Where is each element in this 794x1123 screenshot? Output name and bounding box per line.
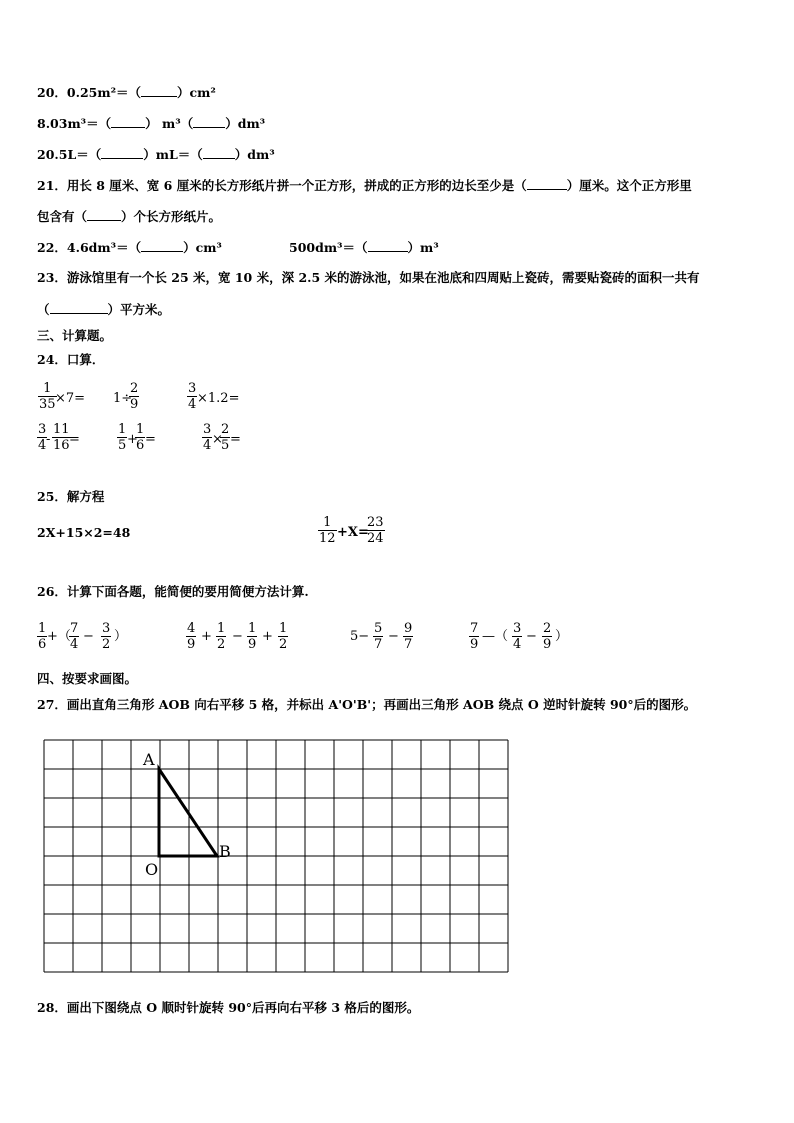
operator: − <box>83 629 94 644</box>
operator: +（ <box>47 629 71 644</box>
q22-line: 22．4.6dm³＝（ ）cm³ <box>37 240 222 255</box>
answer-blank[interactable] <box>111 115 145 128</box>
operator: − <box>232 629 243 644</box>
operator: × <box>212 432 223 447</box>
section-3-heading: 三、计算题。 <box>37 328 113 343</box>
q20-line2: 8.03m³＝（ ） m³（ ）dm³ <box>37 116 266 131</box>
q20-line3: 20.5L＝（ ）mL＝（ ）dm³ <box>37 147 275 162</box>
operator: − <box>388 629 399 644</box>
operator: 1÷ <box>113 391 133 406</box>
answer-blank[interactable] <box>203 146 235 159</box>
q21-line1: 21．用长 8 厘米、宽 6 厘米的长方形纸片拼一个正方形，拼成的正方形的边长至少是（ ）厘米。这个正方形里 <box>37 178 692 193</box>
triangle-aob <box>159 769 217 856</box>
answer-blank[interactable] <box>87 208 121 221</box>
q22-line-b: 500dm³＝（ ）m³ <box>289 240 439 255</box>
label-o: O <box>145 860 159 879</box>
fraction: $\frac{9}{7}$ <box>404 621 413 652</box>
answer-blank[interactable] <box>193 115 225 128</box>
fraction: $\frac{3}{2}$ <box>102 621 111 652</box>
equation-1: 2X+15×2=48 <box>37 525 131 540</box>
operator: 5− <box>350 629 370 644</box>
fraction: $\frac{1}{2}$ <box>279 621 288 652</box>
fraction: $\frac{11}{16}$ <box>53 422 70 453</box>
operator: —（ <box>482 629 509 644</box>
fraction: $\frac{2}{5}$ <box>221 422 230 453</box>
operator: = <box>69 432 80 447</box>
section-4-heading: 四、按要求画图。 <box>37 671 138 686</box>
q25-title: 25．解方程 <box>37 489 105 504</box>
operator: + <box>127 432 138 447</box>
label-b: B <box>219 842 231 861</box>
fraction: $\frac{1}{6}$ <box>38 621 47 652</box>
answer-blank[interactable] <box>50 301 108 314</box>
answer-blank[interactable] <box>141 239 183 252</box>
fraction: $\frac{1}{2}$ <box>217 621 226 652</box>
operator: ） <box>114 629 128 644</box>
q24-title: 24．口算． <box>37 352 105 367</box>
q26-title: 26．计算下面各题，能简便的要用简便方法计算. <box>37 584 309 599</box>
fraction: $\frac{7}{4}$ <box>70 621 79 652</box>
fraction: $\frac{2}{9}$ <box>543 621 552 652</box>
operator: - <box>46 432 51 447</box>
fraction: $\frac{7}{9}$ <box>470 621 479 652</box>
fraction: $\frac{1}{5}$ <box>118 422 127 453</box>
fraction: $\frac{1}{6}$ <box>136 422 145 453</box>
fraction: $\frac{3}{4}$ <box>38 422 47 453</box>
operator: ×7= <box>55 391 86 406</box>
q23-line1: 23．游泳馆里有一个长 25 米，宽 10 米，深 2.5 米的游泳池，如果在池底和四周贴上瓷砖，需要贴瓷砖的面积一共有 <box>37 270 700 285</box>
q21-line2: 包含有（ ）个长方形纸片。 <box>37 209 222 224</box>
operator: +X= <box>337 525 369 540</box>
operator: + <box>201 629 212 644</box>
fraction: $\frac{2}{9}$ <box>130 381 139 412</box>
fraction: $\frac{3}{4}$ <box>188 381 197 412</box>
q28-text: 28．画出下图绕点 O 顺时针旋转 90°后再向右平移 3 格后的图形。 <box>37 1000 420 1015</box>
answer-blank[interactable] <box>527 177 567 190</box>
operator: + <box>262 629 273 644</box>
operator: = <box>145 432 156 447</box>
answer-blank[interactable] <box>141 84 177 97</box>
fraction: $\frac{1}{9}$ <box>248 621 257 652</box>
fraction: $\frac{1}{35}$ <box>39 381 56 412</box>
operator: = <box>230 432 241 447</box>
fraction: $\frac{23}{24}$ <box>367 515 384 546</box>
operator: − <box>526 629 537 644</box>
operator: ×1.2= <box>197 391 240 406</box>
operator: ） <box>555 629 569 644</box>
fraction: $\frac{1}{12}$ <box>319 515 336 546</box>
fraction: $\frac{5}{7}$ <box>374 621 383 652</box>
label-a: A <box>143 750 155 769</box>
q20-line1: 20．0.25m²＝（ ）cm² <box>37 85 216 100</box>
answer-blank[interactable] <box>101 146 143 159</box>
q23-line2: （ ）平方米。 <box>37 302 171 317</box>
fraction: $\frac{4}{9}$ <box>187 621 196 652</box>
answer-blank[interactable] <box>368 239 408 252</box>
fraction: $\frac{3}{4}$ <box>203 422 212 453</box>
drawing-grid[interactable] <box>43 739 509 973</box>
fraction: $\frac{3}{4}$ <box>513 621 522 652</box>
q27-text: 27．画出直角三角形 AOB 向右平移 5 格，并标出 A'O'B'；再画出三角形 AOB 绕点 O 逆时针旋转 90°后的图形。 <box>37 697 697 712</box>
